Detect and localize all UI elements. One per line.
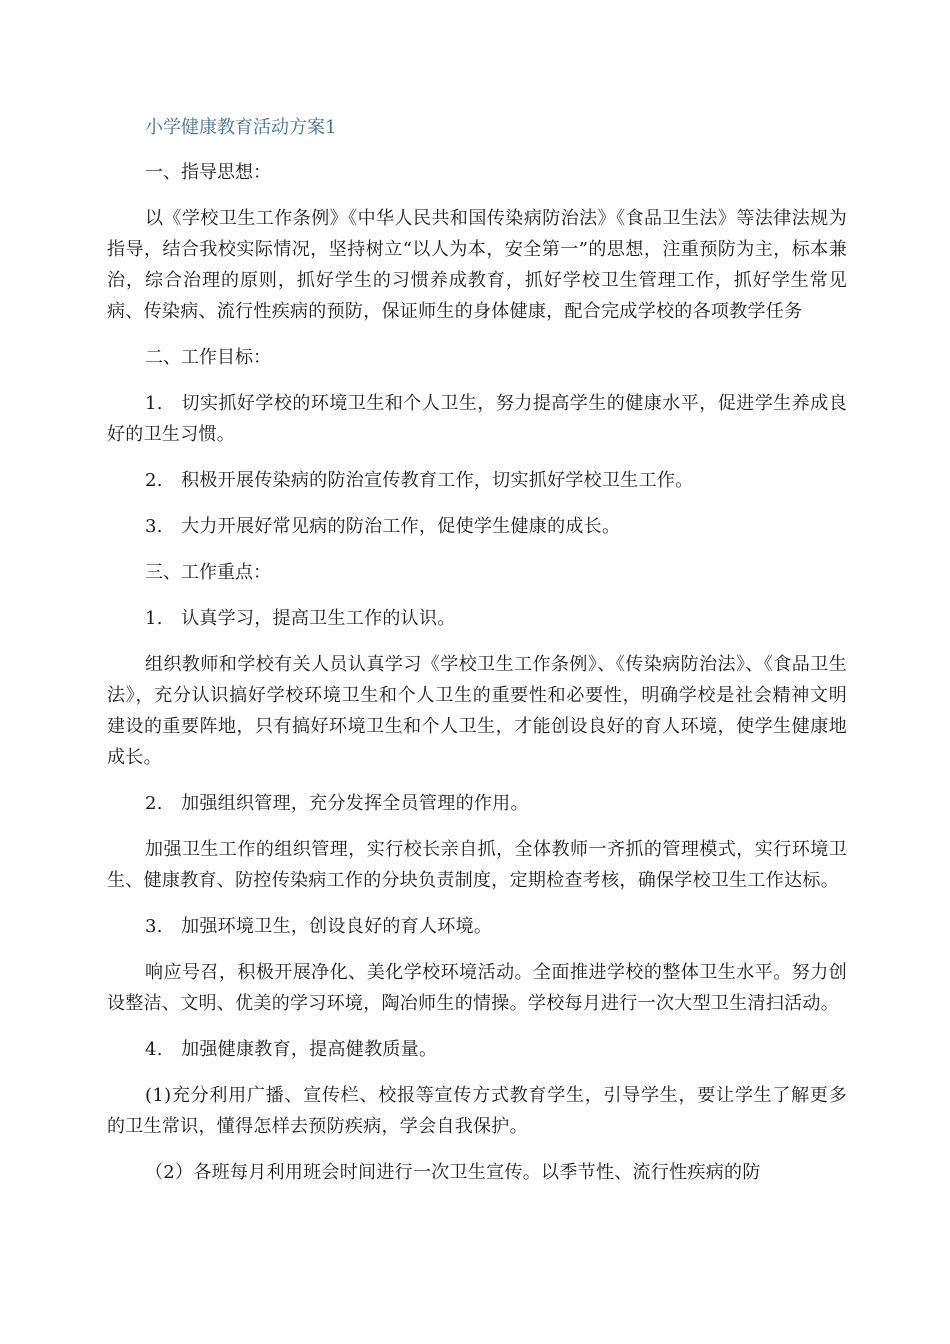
focus-item-2-title: 2. 加强组织管理，充分发挥全员管理的作用。 [145,793,529,814]
goal-item-2: 2. 积极开展传染病的防治宣传教育工作，切实抓好学校卫生工作。 [145,470,694,491]
section-heading-work-goals: 二、工作目标： [145,347,271,368]
goal-item-3: 3. 大力开展好常见病的防治工作，促使学生健康的成长。 [145,516,621,537]
focus-item-1-body: 组织教师和学校有关人员认真学习《学校卫生工作条例》、《传染病防治法》、《食品卫生法》，充分认识搞好学校环境卫生和个人卫生的重要性和必要性，明确学校是社会精神文明建设的重要阵地，只有搞好环境卫生和个人卫生，才能创设良好的育人环境，使学生健康地成长。 [107,654,847,768]
goal-item-1: 1. 切实抓好学校的环境卫生和个人卫生，努力提高学生的健康水平，促进学生养成良好的卫生习惯。 [107,393,847,445]
focus-item-4-title: 4. 加强健康教育，提高健教质量。 [145,1039,438,1060]
section-heading-guiding-ideology: 一、指导思想： [145,162,271,183]
focus-item-4-sub-2: （2）各班每月利用班会时间进行一次卫生宣传。以季节性、流行性疾病的防 [145,1162,761,1183]
section-heading-work-focus: 三、工作重点： [145,562,271,583]
document-body [107,112,847,1203]
focus-item-3-body: 响应号召，积极开展净化、美化学校环境活动。全面推进学校的整体卫生水平。努力创设整洁、文明、优美的学习环境，陶冶师生的情操。学校每月进行一次大型卫生清扫活动。 [107,962,847,1014]
focus-item-2-body: 加强卫生工作的组织管理，实行校长亲自抓，全体教师一齐抓的管理模式，实行环境卫生、健康教育、防控传染病工作的分块负责制度，定期检查考核，确保学校卫生工作达标。 [107,839,847,891]
focus-item-4-sub-1: (1)充分利用广播、宣传栏、校报等宣传方式教育学生，引导学生，要让学生了解更多的卫生常识，懂得怎样去预防疾病，学会自我保护。 [107,1085,847,1137]
paragraph-guiding-ideology: 以《学校卫生工作条例》《中华人民共和国传染病防治法》《食品卫生法》等法律法规为指导，结合我校实际情况，坚持树立“以人为本，安全第一”的思想，注重预防为主，标本兼治，综合治理的原则，抓好学生的习惯养成教育，抓好学校卫生管理工作，抓好学生常见病、传染病、流行性疾病的预防，保证师生的身体健康，配合完成学校的各项教学任务 [107,208,847,322]
focus-item-3-title: 3. 加强环境卫生，创设良好的育人环境。 [145,916,493,937]
focus-item-1-title: 1. 认真学习，提高卫生工作的认识。 [145,608,456,629]
document-title: 小学健康教育活动方案1 [145,117,337,138]
